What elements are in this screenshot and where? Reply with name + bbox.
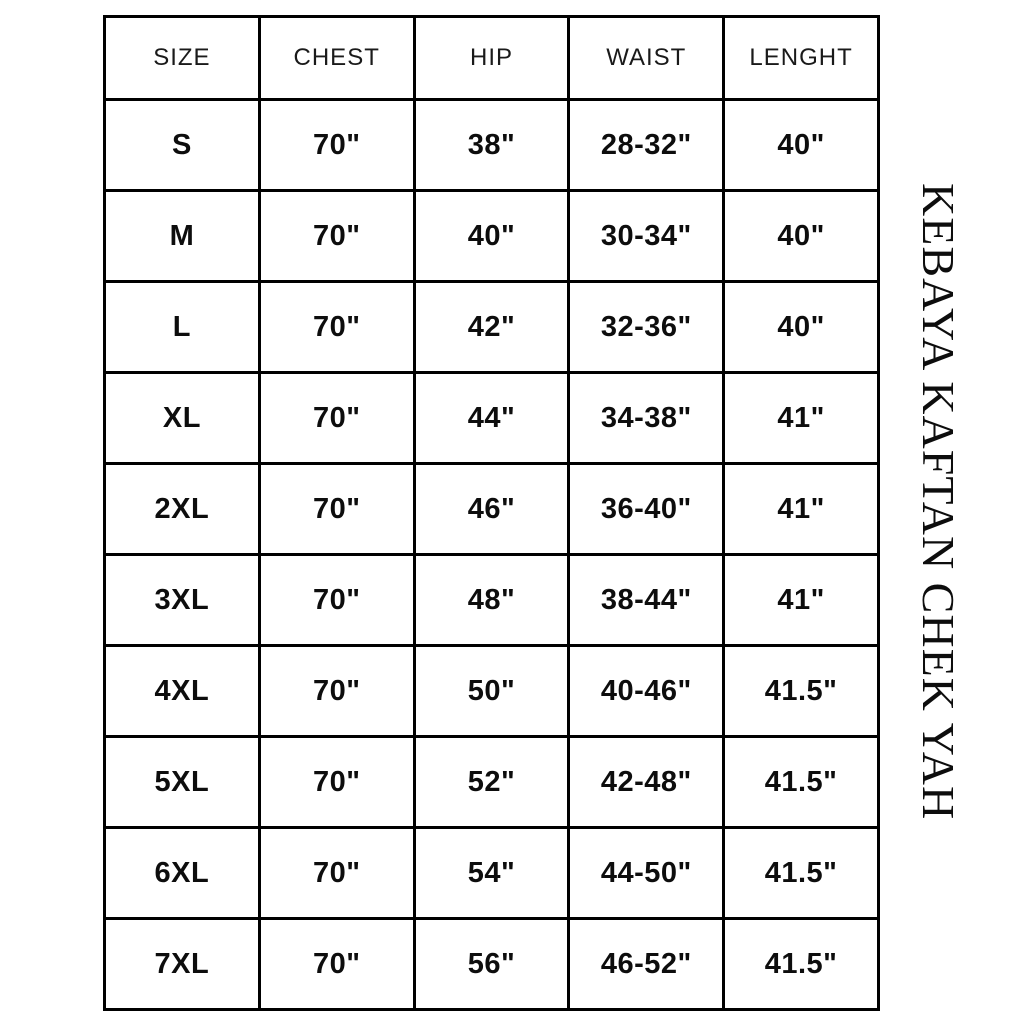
chest-cell: 70" (259, 737, 414, 828)
chest-cell: 70" (259, 464, 414, 555)
waist-cell: 42-48" (569, 737, 724, 828)
hip-cell: 52" (414, 737, 569, 828)
hip-cell: 38" (414, 100, 569, 191)
table-row-l (105, 282, 879, 373)
length-cell: 40" (724, 191, 879, 282)
table-row-s (105, 100, 879, 191)
size-cell: L (105, 282, 260, 373)
table-row-xl (105, 373, 879, 464)
hip-cell: 48" (414, 555, 569, 646)
table-row-7xl (105, 919, 879, 1010)
length-cell: 41" (724, 555, 879, 646)
table-row-5xl (105, 737, 879, 828)
waist-cell: 40-46" (569, 646, 724, 737)
waist-cell: 36-40" (569, 464, 724, 555)
hip-cell: 56" (414, 919, 569, 1010)
waist-cell: 44-50" (569, 828, 724, 919)
header-cell-chest: CHEST (259, 17, 414, 100)
length-cell: 41.5" (724, 737, 879, 828)
header-cell-waist: WAIST (569, 17, 724, 100)
waist-cell: 38-44" (569, 555, 724, 646)
brand-label-vertical: KEBAYA KAFTAN CHEK YAH (913, 183, 964, 821)
size-cell: S (105, 100, 260, 191)
length-cell: 41" (724, 373, 879, 464)
chest-cell: 70" (259, 191, 414, 282)
waist-cell: 32-36" (569, 282, 724, 373)
length-cell: 41.5" (724, 919, 879, 1010)
hip-cell: 54" (414, 828, 569, 919)
size-cell: 5XL (105, 737, 260, 828)
hip-cell: 44" (414, 373, 569, 464)
table-row-m (105, 191, 879, 282)
waist-cell: 34-38" (569, 373, 724, 464)
waist-cell: 28-32" (569, 100, 724, 191)
length-cell: 40" (724, 282, 879, 373)
header-cell-size: SIZE (105, 17, 260, 100)
table-header-row (105, 17, 879, 100)
size-cell: 4XL (105, 646, 260, 737)
hip-cell: 40" (414, 191, 569, 282)
chest-cell: 70" (259, 919, 414, 1010)
table-row-4xl (105, 646, 879, 737)
chest-cell: 70" (259, 373, 414, 464)
size-cell: M (105, 191, 260, 282)
length-cell: 41" (724, 464, 879, 555)
length-cell: 41.5" (724, 828, 879, 919)
size-cell: XL (105, 373, 260, 464)
chest-cell: 70" (259, 646, 414, 737)
chest-cell: 70" (259, 282, 414, 373)
size-cell: 3XL (105, 555, 260, 646)
table-row-2xl (105, 464, 879, 555)
size-chart-table (103, 15, 880, 1011)
header-cell-hip: HIP (414, 17, 569, 100)
chest-cell: 70" (259, 555, 414, 646)
size-cell: 6XL (105, 828, 260, 919)
chest-cell: 70" (259, 828, 414, 919)
chest-cell: 70" (259, 100, 414, 191)
table-row-3xl (105, 555, 879, 646)
hip-cell: 42" (414, 282, 569, 373)
waist-cell: 46-52" (569, 919, 724, 1010)
length-cell: 41.5" (724, 646, 879, 737)
hip-cell: 46" (414, 464, 569, 555)
table-row-6xl (105, 828, 879, 919)
waist-cell: 30-34" (569, 191, 724, 282)
size-cell: 2XL (105, 464, 260, 555)
size-cell: 7XL (105, 919, 260, 1010)
header-cell-lenght: LENGHT (724, 17, 879, 100)
hip-cell: 50" (414, 646, 569, 737)
length-cell: 40" (724, 100, 879, 191)
